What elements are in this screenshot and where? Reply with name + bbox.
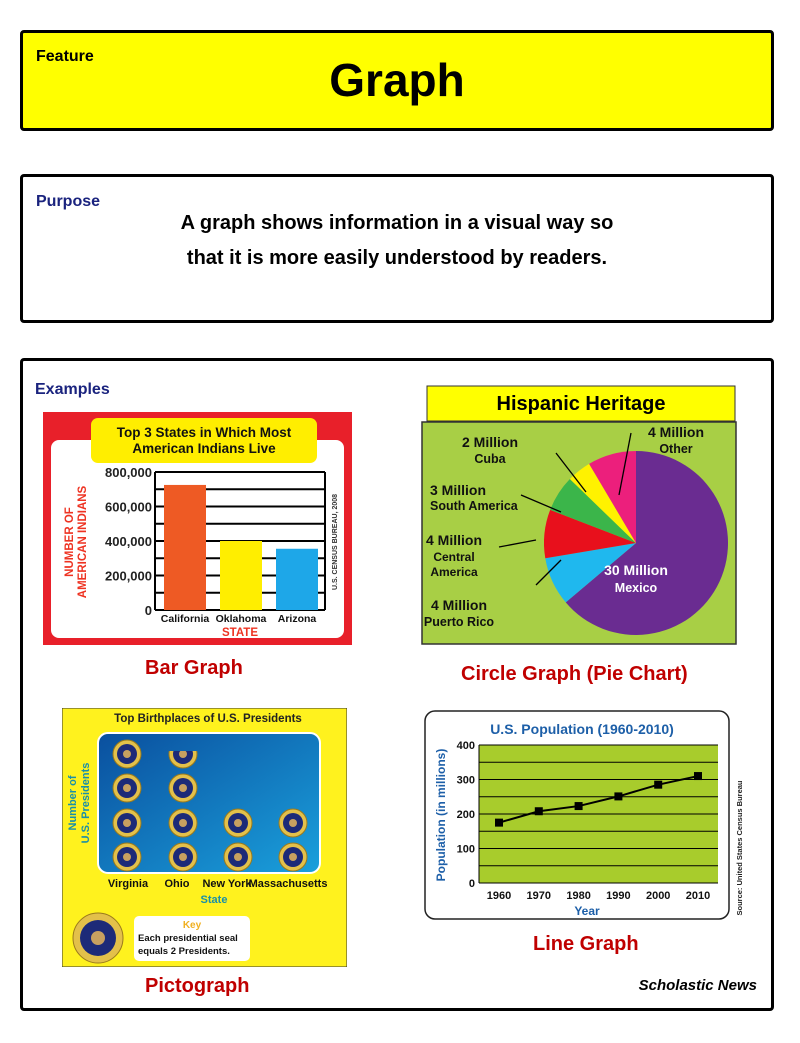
purpose-label: Purpose: [36, 193, 101, 210]
y-tick-label: 100: [456, 843, 475, 856]
pie-label-name: Other: [659, 442, 693, 456]
feature-box: [20, 30, 774, 131]
key-text: equals 2 Presidents.: [138, 946, 230, 957]
purpose-text-line-2: that it is more easily understood by readers.: [186, 247, 608, 269]
seal-eagle: [123, 784, 131, 792]
seal-eagle: [289, 853, 297, 861]
pie-label-value: 4 Million: [648, 424, 704, 440]
data-point-1980: [575, 802, 583, 810]
pie-label-name: South America: [430, 499, 518, 513]
y-axis-title: Population (in millions): [434, 748, 448, 882]
presidential-seal-icon: [224, 809, 252, 837]
pie-label-value: 4 Million: [431, 597, 487, 613]
presidential-seal-icon: [113, 774, 141, 802]
presidential-seal-icon: [169, 843, 197, 871]
pictograph-caption: Pictograph: [145, 975, 250, 997]
y-tick-label: 300: [456, 774, 475, 787]
y-axis-title: U.S. Presidents: [80, 762, 92, 844]
data-point-1990: [614, 792, 622, 800]
seal-eagle: [234, 853, 242, 861]
presidential-seal-icon: [224, 843, 252, 871]
key-text: Each presidential seal: [138, 933, 238, 944]
y-axis-title: Number of: [67, 775, 79, 831]
presidential-seal-icon: [279, 843, 307, 871]
examples-label: Examples: [35, 381, 110, 398]
pie-chart: [421, 385, 737, 645]
y-tick-label: 400,000: [105, 534, 152, 549]
pie-label-value: 4 Million: [426, 532, 482, 548]
data-point-2010: [694, 772, 702, 780]
x-tick-label: Arizona: [277, 613, 317, 625]
x-tick-label: Massachusetts: [248, 878, 328, 890]
pie-label-value: 2 Million: [462, 434, 518, 450]
bar-chart-title: Top 3 States in Which Most: [116, 425, 292, 440]
x-tick-label: Virginia: [107, 878, 149, 890]
seal-eagle: [179, 853, 187, 861]
x-tick-label: 1990: [606, 890, 631, 902]
x-axis-title: State: [200, 894, 228, 906]
seal-eagle: [179, 784, 187, 792]
seal-eagle: [289, 819, 297, 827]
x-tick-label: 2010: [685, 890, 711, 902]
line-chart: [424, 710, 754, 922]
x-tick-label: 2000: [645, 890, 671, 902]
y-tick-label: 200,000: [105, 568, 152, 584]
presidential-seal-icon: [113, 809, 141, 837]
seal-eagle: [123, 750, 131, 758]
x-tick-label: Oklahoma: [215, 613, 267, 625]
presidential-seal-icon: [279, 809, 307, 837]
line-graph-caption: Line Graph: [533, 933, 639, 955]
y-axis-title: AMERICAN INDIANS: [77, 485, 89, 599]
pie-label-value: 30 Million: [604, 562, 668, 578]
key-title: Key: [182, 920, 202, 931]
source-note: Source: United States Census Bureau: [735, 780, 744, 916]
data-point-1960: [495, 819, 503, 827]
pie-label-name: Mexico: [614, 581, 658, 595]
page-title: Graph: [329, 54, 465, 106]
purpose-text-line-1: A graph shows information in a visual way so: [180, 212, 614, 234]
x-tick-label: 1960: [486, 890, 512, 902]
data-point-2000: [654, 781, 662, 789]
pie-label-name: Central: [433, 550, 475, 564]
y-tick-label: 0: [468, 878, 475, 890]
seal-eagle: [179, 819, 187, 827]
seal-eagle: [123, 819, 131, 827]
data-point-1970: [535, 807, 543, 815]
feature-label: Feature: [36, 48, 94, 65]
pie-chart-caption: Circle Graph (Pie Chart): [461, 663, 688, 685]
bar-chart-title: American Indians Live: [132, 441, 276, 456]
x-tick-label: New York: [202, 878, 252, 890]
pie-label-name: Cuba: [474, 452, 506, 466]
x-tick-label: California: [160, 613, 210, 625]
x-tick-label: 1970: [526, 890, 552, 902]
pictograph-chart: [62, 708, 347, 967]
pictograph-title: Top Birthplaces of U.S. Presidents: [114, 713, 302, 725]
pie-label-name: Puerto Rico: [423, 615, 495, 629]
presidential-seal-icon: [113, 843, 141, 871]
x-axis-title: Year: [574, 904, 600, 918]
y-tick-label: 600,000: [105, 499, 152, 515]
pie-title: Hispanic Heritage: [496, 393, 666, 415]
x-tick-label: 1980: [566, 890, 591, 902]
x-tick-label: Ohio: [164, 878, 190, 890]
x-axis-title: STATE: [222, 627, 258, 639]
line-chart-title: U.S. Population (1960-2010): [490, 721, 674, 737]
key-seal-eagle: [91, 931, 105, 945]
pie-label-value: 3 Million: [430, 482, 486, 498]
pie-label-name: America: [430, 565, 478, 579]
source-note: U.S. CENSUS BUREAU, 2008: [332, 493, 339, 591]
y-tick-label: 800,000: [105, 465, 152, 480]
bar-oklahoma: [220, 541, 262, 610]
bar-california: [164, 485, 206, 610]
seal-eagle: [179, 750, 187, 758]
seal-eagle: [234, 819, 242, 827]
credit-text: Scholastic News: [638, 977, 757, 994]
y-tick-label: 0: [144, 603, 152, 618]
presidential-seal-icon: [169, 809, 197, 837]
presidential-seal-icon: [169, 774, 197, 802]
y-tick-label: 200: [456, 809, 475, 821]
bar-chart: [43, 412, 352, 645]
bar-graph-caption: Bar Graph: [145, 657, 243, 679]
seal-eagle: [123, 853, 131, 861]
presidential-seal-icon: [113, 740, 141, 768]
y-tick-label: 400: [456, 740, 475, 752]
y-axis-title: NUMBER OF: [64, 507, 76, 577]
bar-arizona: [276, 549, 318, 610]
purpose-box: [20, 174, 774, 323]
